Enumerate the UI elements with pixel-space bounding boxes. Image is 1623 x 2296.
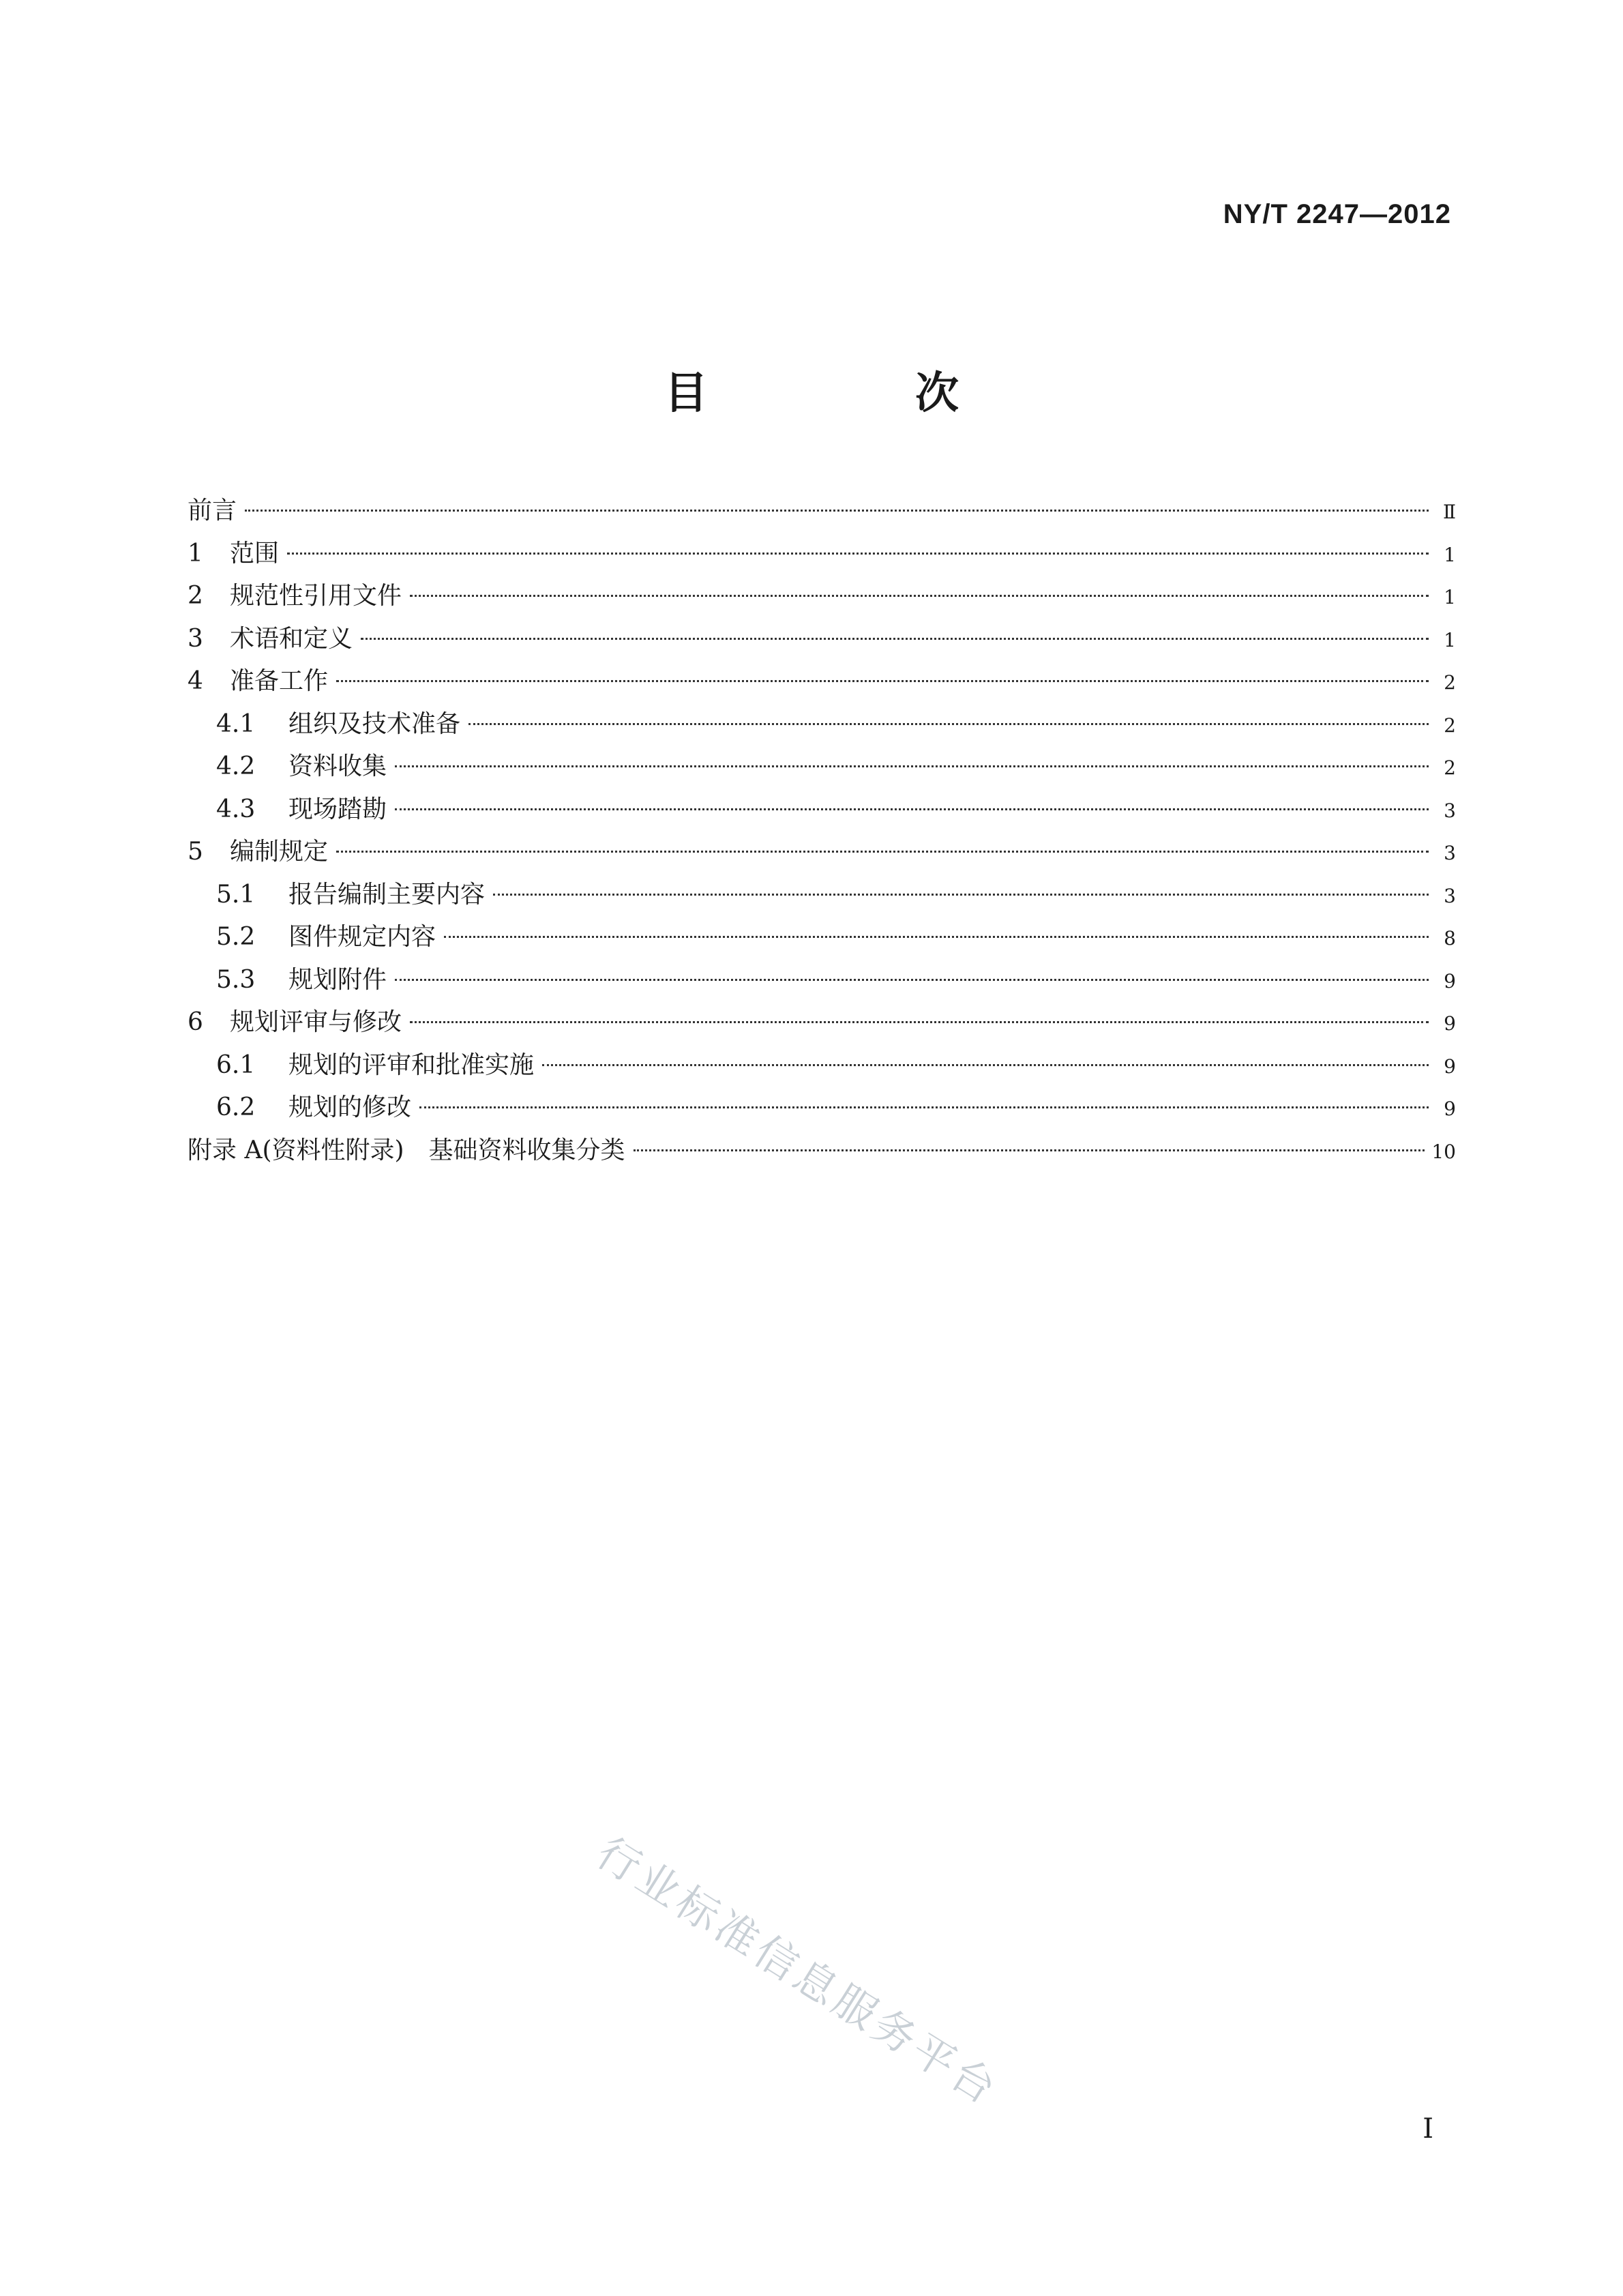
toc-dot-leader [336, 851, 1429, 853]
toc-dot-leader [395, 765, 1429, 767]
toc-entry[interactable] [188, 533, 1456, 576]
toc-title: 目 次 [664, 368, 1041, 419]
toc-dot-leader [444, 936, 1429, 938]
toc-dot-leader [336, 680, 1429, 682]
toc-entry[interactable] [188, 1087, 1456, 1130]
toc-entry-page: 1 [1444, 586, 1456, 608]
toc-dot-leader [395, 979, 1429, 981]
toc-entry[interactable] [188, 618, 1456, 661]
toc-entry-title: 规划的评审和批准实施 [288, 1050, 535, 1079]
toc-entry-page: 8 [1444, 927, 1456, 950]
toc-entry-number: 2 [188, 582, 203, 610]
toc-entry-number: 6 [188, 1008, 203, 1036]
toc-dot-leader [493, 894, 1429, 896]
toc-entry[interactable] [188, 831, 1456, 874]
toc-entry-page: Ⅱ [1442, 501, 1456, 523]
page-number: I [1423, 2113, 1433, 2145]
toc-entry-page: 2 [1444, 671, 1456, 694]
toc-entry-number: 6.1 [216, 1050, 256, 1079]
toc-entry-title: 规划的修改 [288, 1093, 412, 1121]
toc-entry-title: 范围 [230, 539, 280, 568]
toc-dot-leader [287, 553, 1429, 555]
toc-entry-page: 1 [1444, 543, 1456, 566]
toc-entry[interactable] [188, 874, 1456, 917]
toc-dot-leader [361, 638, 1429, 640]
toc-entry-title: 准备工作 [230, 667, 329, 695]
toc-entry-page: 2 [1444, 713, 1456, 737]
watermark: 行业标准信息服务平台 [588, 1827, 1008, 2116]
toc-entry-number: 4.2 [216, 752, 256, 780]
toc-entry-title: 附录 A(资料性附录) 基础资料收集分类 [188, 1136, 625, 1164]
toc-entry-number: 4.3 [216, 795, 256, 823]
toc-dot-leader [542, 1064, 1429, 1066]
toc-entry[interactable] [188, 1001, 1456, 1044]
toc-entry-title: 术语和定义 [230, 624, 353, 653]
toc-entry-title: 报告编制主要内容 [288, 880, 486, 909]
toc-entry[interactable] [188, 703, 1456, 746]
toc-entry-page: 3 [1444, 842, 1456, 864]
toc-entry-number: 4 [188, 667, 203, 695]
toc-entry-title: 规划评审与修改 [230, 1008, 402, 1036]
toc-entry-number: 4.1 [216, 709, 256, 738]
toc-dot-leader [419, 1106, 1429, 1108]
toc-entry[interactable] [188, 916, 1456, 959]
toc-entry-title: 组织及技术准备 [288, 709, 461, 738]
toc-entry[interactable] [188, 959, 1456, 1002]
toc-entry-number: 3 [188, 624, 203, 653]
toc-entry-title: 图件规定内容 [288, 923, 436, 951]
toc-dot-leader [410, 1021, 1429, 1023]
toc-entry-number: 5.3 [216, 965, 256, 994]
toc-entry[interactable] [188, 746, 1456, 789]
toc-entry-page: 3 [1444, 884, 1456, 907]
toc-entry-page: 3 [1444, 799, 1456, 822]
toc-entry-page: 9 [1444, 1098, 1456, 1120]
toc-entry-page: 9 [1444, 1055, 1456, 1078]
toc-entry-page: 10 [1431, 1140, 1456, 1163]
toc-entry-number: 5.2 [216, 923, 256, 951]
toc-entry-title: 编制规定 [230, 838, 329, 866]
toc-entry[interactable] [188, 575, 1456, 618]
toc-entry[interactable] [188, 1130, 1456, 1173]
table-of-contents [188, 490, 1456, 1172]
toc-entry-number: 6.2 [216, 1093, 256, 1121]
toc-dot-leader [410, 595, 1429, 597]
toc-entry-page: 9 [1444, 1012, 1456, 1035]
toc-entry-title: 规范性引用文件 [230, 582, 402, 610]
toc-entry-title: 规划附件 [288, 965, 387, 994]
toc-entry[interactable] [188, 660, 1456, 703]
toc-dot-leader [468, 723, 1429, 725]
toc-entry-page: 9 [1444, 969, 1456, 992]
toc-entry-number: 5.1 [216, 880, 256, 909]
toc-dot-leader [634, 1149, 1425, 1151]
toc-entry-title: 现场踏勘 [288, 795, 387, 823]
toc-entry-number: 5 [188, 838, 203, 866]
standard-code: NY/T 2247—2012 [1223, 199, 1451, 229]
toc-dot-leader [245, 510, 1429, 512]
toc-entry[interactable] [188, 1044, 1456, 1087]
toc-entry[interactable] [188, 789, 1456, 831]
toc-entry[interactable] [188, 490, 1456, 533]
toc-entry-title: 前言 [188, 497, 237, 525]
toc-entry-title: 资料收集 [288, 752, 387, 780]
toc-entry-page: 1 [1444, 628, 1456, 651]
toc-dot-leader [395, 808, 1429, 810]
toc-entry-page: 2 [1444, 756, 1456, 779]
toc-entry-number: 1 [188, 539, 203, 568]
